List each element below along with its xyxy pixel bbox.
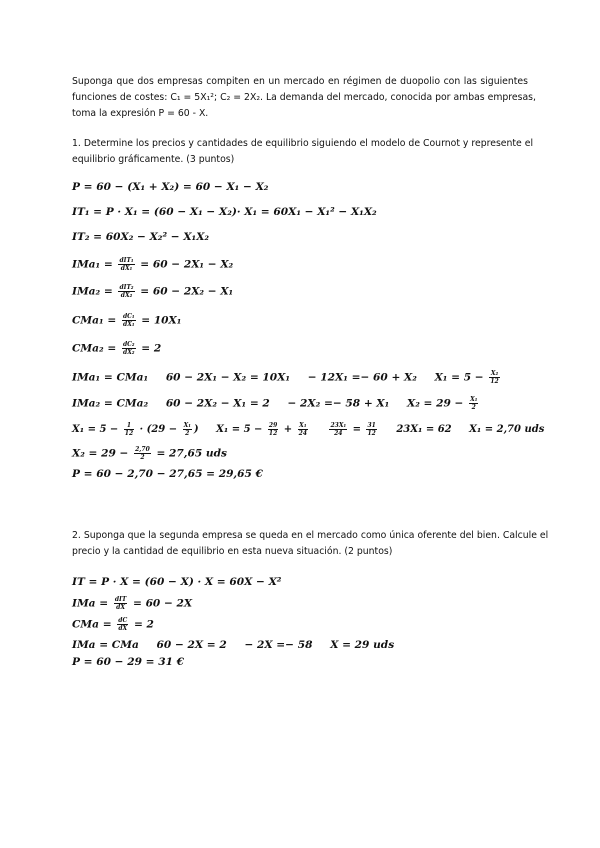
eq-part: 60 − 2X = 2	[156, 639, 227, 651]
denominator: 24	[298, 430, 307, 437]
question-line: 1. Determine los precios y cantidades de equilibrio siguiendo el modelo de Cournot y represente el	[72, 138, 534, 149]
denominator: dX₁	[120, 265, 133, 272]
numerator: dIT₁	[119, 257, 134, 264]
denominator: dX₂	[123, 349, 135, 356]
eq-part: = 2	[141, 342, 162, 355]
equation-equilibrium-monopoly	[72, 638, 394, 652]
eq-part: 60 − 2X₂ − X₁ = 2	[165, 397, 270, 410]
eq-part: = 10X₁	[141, 314, 182, 327]
eq-part: CMa =	[72, 618, 112, 631]
eq-part: 60 − 2X₁ − X₂ = 10X₁	[165, 371, 291, 384]
eq-part: X₁ = 5 −	[216, 424, 263, 435]
statement-line: Suponga que dos empresas compiten en un mercado en régimen de duopolio con las siguientes	[72, 76, 528, 87]
eq-part: = 60 − 2X	[133, 597, 193, 610]
eq-part: +	[283, 424, 293, 435]
denominator: 12	[268, 430, 278, 437]
question-1	[72, 136, 534, 168]
fraction	[124, 422, 134, 437]
numerator: X₁	[299, 422, 307, 429]
equation-ima-monopoly	[72, 596, 192, 611]
eq-part: IMa = CMa	[72, 639, 139, 651]
eq-part: IMa₂ =	[72, 285, 113, 298]
numerator: dC	[118, 617, 128, 624]
fraction	[118, 257, 134, 272]
denominator: dX₁	[123, 321, 135, 328]
equation-it-monopoly: IT = P · X = (60 − X) · X = 60X − X²	[72, 576, 282, 588]
eq-part: = 60 − 2X₁ − X₂	[140, 258, 234, 271]
eq-part: CMa₂ =	[72, 342, 117, 355]
eq-part: X₂ = 29 −	[406, 397, 464, 410]
eq-part: IMa₂ = CMa₂	[72, 397, 149, 410]
numerator: dIT	[114, 596, 127, 603]
denominator: dX	[116, 604, 125, 611]
eq-part: =	[352, 424, 361, 435]
eq-part: )	[193, 424, 199, 435]
equation-cma1	[72, 313, 181, 328]
fraction	[122, 313, 136, 328]
fraction	[268, 422, 278, 437]
eq-part: X₁ = 5 −	[434, 371, 484, 384]
denominator: 2	[471, 404, 476, 411]
question-line: 2. Suponga que la segunda empresa se queda en el mercado como única oferente del bien. Calcule el	[72, 530, 549, 541]
question-line: precio y la cantidad de equilibrio en esta nueva situación. (2 puntos)	[72, 546, 393, 557]
numerator: dIT₂	[119, 284, 134, 291]
denominator: 12	[367, 430, 376, 437]
question-2	[72, 528, 549, 560]
equation-x2-result	[72, 446, 227, 461]
fraction	[489, 370, 499, 385]
eq-part: − 2X₂ =− 58 + X₁	[287, 397, 390, 410]
denominator: 24	[334, 430, 343, 437]
equation-it2: IT₂ = 60X₂ − X₂² − X₁X₂	[72, 231, 210, 243]
numerator: dC₁	[122, 313, 135, 320]
fraction	[114, 596, 127, 611]
equation-cma2	[72, 341, 161, 356]
numerator: X₁	[183, 422, 191, 429]
denominator: dX	[118, 625, 128, 632]
eq-part: X₂ = 29 −	[72, 447, 129, 460]
denominator: 12	[490, 378, 499, 385]
numerator: 2,70	[135, 446, 150, 453]
eq-part: 23X₁ = 62	[396, 424, 452, 435]
numerator: dC₂	[122, 341, 135, 348]
eq-part: X₁ = 5 −	[72, 424, 119, 435]
fraction	[117, 617, 128, 632]
equation-reaction-2	[72, 396, 480, 411]
eq-part: − 12X₁ =− 60 + X₂	[307, 371, 417, 384]
equation-price-monopoly: P = 60 − 29 = 31 €	[72, 656, 185, 668]
fraction	[366, 422, 376, 437]
equation-demand: P = 60 − (X₁ + X₂) = 60 − X₁ − X₂	[72, 181, 269, 193]
eq-part: CMa₁ =	[72, 314, 117, 327]
numerator: 31	[367, 422, 376, 429]
denominator: 12	[124, 430, 134, 437]
eq-part: = 27,65 uds	[156, 447, 227, 460]
fraction	[298, 422, 308, 437]
problem-statement	[72, 74, 536, 122]
question-line: equilibrio gráficamente. (3 puntos)	[72, 154, 235, 165]
fraction	[134, 446, 151, 461]
equation-ima1	[72, 257, 233, 272]
equation-substitution	[72, 422, 544, 437]
eq-part: − 2X =− 58	[244, 639, 313, 651]
fraction	[469, 396, 478, 411]
numerator: 29	[268, 422, 278, 429]
eq-part: IMa₁ =	[72, 258, 113, 271]
equation-price-result: P = 60 − 2,70 − 27,65 = 29,65 €	[72, 468, 263, 480]
eq-part: = 2	[133, 618, 154, 631]
numerator: 23X₁	[330, 422, 347, 429]
equation-cma-monopoly	[72, 617, 154, 632]
eq-part: IMa₁ = CMa₁	[72, 371, 149, 384]
denominator: 2	[185, 430, 190, 437]
equation-ima2	[72, 284, 233, 299]
statement-line: funciones de costes: C₁ = 5X₁²; C₂ = 2X₂. La demanda del mercado, conocida por ambas empresas,	[72, 92, 536, 103]
eq-part: · (29 −	[139, 424, 178, 435]
equation-it1: IT₁ = P · X₁ = (60 − X₁ − X₂)· X₁ = 60X₁ − X₁² − X₁X₂	[72, 206, 377, 218]
fraction	[329, 422, 347, 437]
eq-part: = 60 − 2X₂ − X₁	[140, 285, 234, 298]
denominator: 2	[140, 454, 145, 461]
statement-line: toma la expresión P = 60 - X.	[72, 108, 209, 119]
eq-part: IMa =	[72, 597, 109, 610]
numerator: X₁	[470, 396, 478, 403]
equation-reaction-1	[72, 370, 502, 385]
numerator: 1	[124, 422, 134, 430]
fraction	[118, 284, 134, 299]
fraction	[183, 422, 192, 437]
numerator: X₂	[490, 370, 499, 377]
denominator: dX₂	[120, 292, 133, 299]
eq-part: X = 29 uds	[330, 639, 395, 651]
fraction	[122, 341, 136, 356]
eq-part: X₁ = 2,70 uds	[469, 424, 545, 435]
